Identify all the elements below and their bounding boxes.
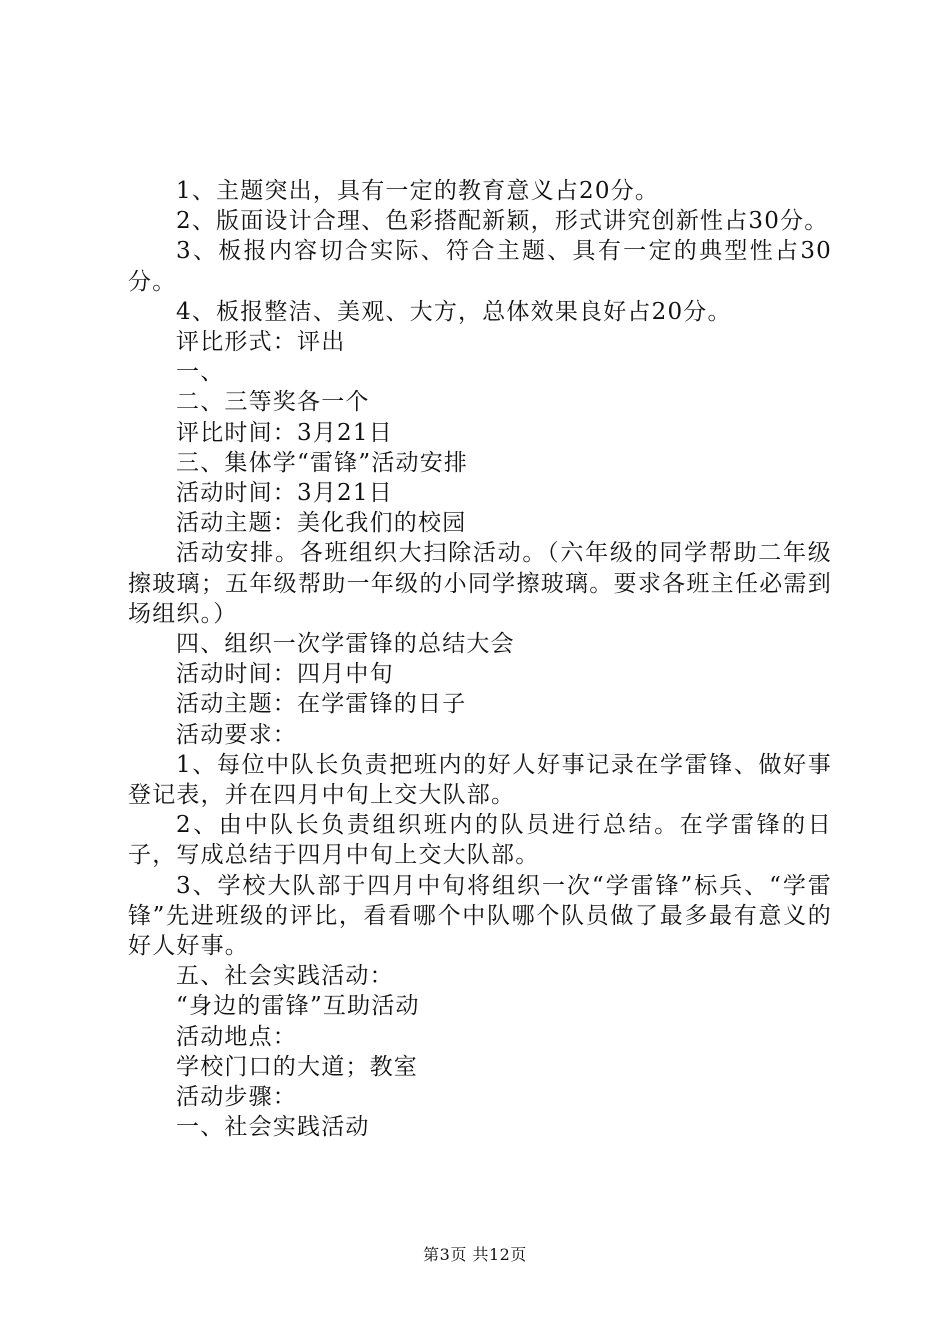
- paragraph: 活动主题：美化我们的校园: [176, 510, 467, 537]
- paragraph: 活动时间：四月中旬: [176, 661, 394, 688]
- paragraph: 活动地点：: [176, 1023, 297, 1050]
- paragraph: 评比形式：评出: [176, 329, 346, 356]
- paragraph: 2、由中队长负责组织班内的队员进行总结。在学雷锋的日子，写成总结于四月中旬上交大队部。: [128, 812, 832, 869]
- paragraph: 活动安排。各班组织大扫除活动。（六年级的同学帮助二年级擦玻璃；五年级帮助一年级的小同学擦玻璃。要求各班主任必需到场组织。）: [128, 540, 832, 627]
- paragraph: 活动时间：3月21日: [176, 480, 393, 507]
- paragraph: 三、集体学“雷锋”活动安排: [176, 449, 469, 476]
- paragraph: 学校门口的大道；教室: [176, 1053, 418, 1080]
- paragraph: 4、板报整洁、美观、大方，总体效果良好占20分。: [176, 298, 732, 325]
- paragraph: 1、主题突出，具有一定的教育意义占20分。: [176, 178, 660, 204]
- document-body: [128, 176, 832, 1143]
- paragraph: 3、学校大队部于四月中旬将组织一次“学雷锋”标兵、“学雷锋”先进班级的评比，看看哪个中队哪个队员做了最多最有意义的好人好事。: [128, 872, 832, 960]
- paragraph: 四、组织一次学雷锋的总结大会: [176, 631, 515, 658]
- paragraph: 评比时间：3月21日: [176, 419, 393, 446]
- page-footer: [0, 1242, 950, 1265]
- paragraph: 活动要求：: [176, 721, 297, 748]
- paragraph: 一、: [176, 359, 225, 386]
- paragraph: 活动主题：在学雷锋的日子: [176, 691, 467, 718]
- paragraph: 五、社会实践活动：: [176, 963, 394, 990]
- paragraph: 3、板报内容切合实际、符合主题、具有一定的典型性占30分。: [128, 238, 832, 295]
- paragraph: 1、每位中队长负责把班内的好人好事记录在学雷锋、做好事登记表，并在四月中旬上交大队部。: [128, 751, 832, 809]
- page-number-label: 第3页 共12页: [423, 1245, 527, 1264]
- paragraph: “身边的雷锋”互助活动: [176, 993, 420, 1020]
- paragraph: 2、版面设计合理、色彩搭配新颖，形式讲究创新性占30分。: [176, 208, 829, 235]
- paragraph: 一、社会实践活动: [176, 1114, 370, 1141]
- paragraph: 二、三等奖各一个: [176, 389, 370, 416]
- paragraph: 活动步骤：: [176, 1084, 297, 1111]
